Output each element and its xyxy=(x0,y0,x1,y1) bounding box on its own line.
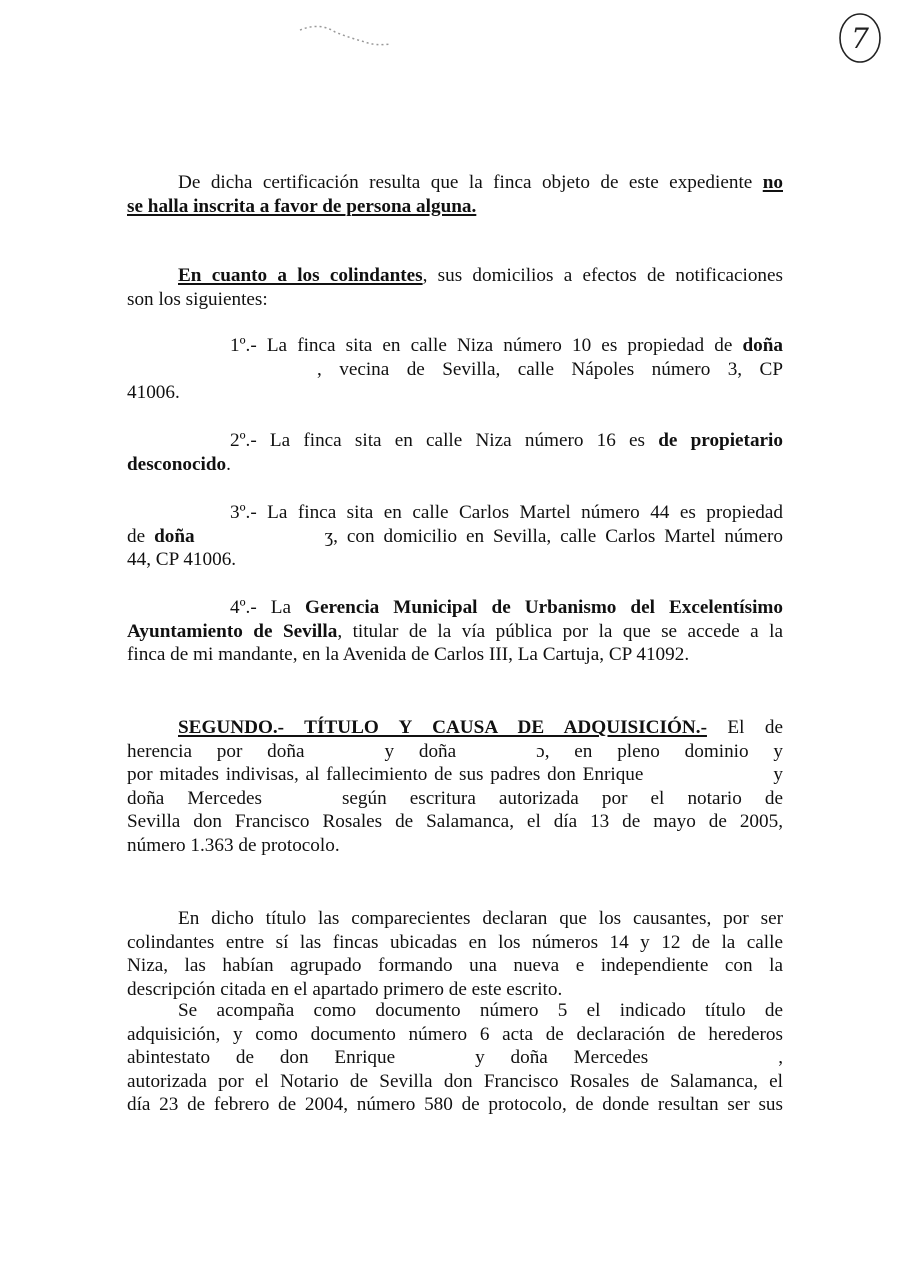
text-line xyxy=(127,501,783,525)
colindante-1 xyxy=(127,334,783,405)
bold-text: Ayuntamiento de Sevilla xyxy=(127,620,338,642)
text-line xyxy=(127,620,783,644)
handwritten-page-number xyxy=(830,8,890,73)
text-segment: . xyxy=(226,453,231,475)
text-segment: número 1.363 de protocolo. xyxy=(127,834,340,856)
svg-text:7: 7 xyxy=(851,22,869,55)
bold-text: doña xyxy=(154,525,195,547)
text-segment: según escritura autorizada por el notario de xyxy=(341,787,783,809)
text-segment: Se acompaña como documento número 5 el indicado título de xyxy=(178,1000,783,1021)
text-line xyxy=(127,453,783,477)
text-segment: doña Mercedes xyxy=(127,787,262,809)
text-segment: ɔ, en pleno dominio y xyxy=(536,740,783,762)
text-segment: y xyxy=(773,764,783,786)
bold-text: Gerencia Municipal de Urbanismo del Excelentísimo xyxy=(305,597,783,618)
text-segment: , sus domicilios a efectos de notificaciones xyxy=(422,265,783,286)
text-line xyxy=(127,954,783,978)
bold-text: SEGUNDO.- TÍTULO Y CAUSA DE ADQUISICIÓN.- xyxy=(178,717,707,738)
text-segment: descripción citada en el apartado primero de este escrito. xyxy=(127,978,563,1000)
text-line xyxy=(127,1046,783,1070)
text-line xyxy=(127,195,783,219)
text-line xyxy=(127,907,783,931)
bold-text: En cuanto a los colindantes xyxy=(178,265,423,286)
text-segment: , titular de la vía pública por la que se accede a la xyxy=(337,620,783,642)
colindante-3 xyxy=(127,501,783,572)
text-segment: , vecina de Sevilla, calle Nápoles número 3, CP xyxy=(317,358,783,380)
bold-text: doña xyxy=(742,335,783,356)
text-segment: abintestato de don Enrique xyxy=(127,1047,396,1069)
text-line xyxy=(127,334,783,358)
scan-smudge xyxy=(295,18,395,53)
colindante-2 xyxy=(127,429,783,476)
text-line xyxy=(127,931,783,955)
documentos-paragraph xyxy=(127,999,783,1117)
text-segment: herencia por doña xyxy=(127,740,305,762)
text-segment: de xyxy=(127,525,155,547)
text-segment: 3º.- La finca sita en calle Carlos Martel número 44 es propiedad xyxy=(230,502,783,523)
text-line xyxy=(127,264,783,288)
titulo-paragraph xyxy=(127,907,783,1001)
text-line xyxy=(127,288,783,312)
text-line xyxy=(127,171,783,195)
text-segment: y doña Mercedes xyxy=(475,1047,649,1069)
text-segment: En dicho título las comparecientes declaran que los causantes, por ser xyxy=(178,908,783,929)
text-line xyxy=(127,716,783,740)
text-line xyxy=(127,525,783,549)
text-segment: y doña xyxy=(384,740,457,762)
bold-text: de propietario xyxy=(658,430,783,451)
text-segment: adquisición, y como documento número 6 acta de declaración de herederos xyxy=(127,1023,783,1045)
text-segment: 44, CP 41006. xyxy=(127,549,237,571)
text-line xyxy=(127,1023,783,1047)
text-segment: , xyxy=(778,1047,783,1069)
text-line xyxy=(127,596,783,620)
text-segment: colindantes entre sí las fincas ubicadas en los números 14 y 12 de la calle xyxy=(127,931,783,953)
text-segment: 1º.- La finca sita en calle Niza número 10 es propiedad de xyxy=(230,335,743,356)
text-line xyxy=(127,834,783,858)
text-segment: finca de mi mandante, en la Avenida de Carlos III, La Cartuja, CP 41092. xyxy=(127,644,690,666)
text-segment: por mitades indivisas, al fallecimiento de sus padres don Enrique xyxy=(127,764,644,786)
text-segment: son los siguientes: xyxy=(127,288,268,310)
text-line xyxy=(127,1070,783,1094)
text-line xyxy=(127,740,783,764)
text-line xyxy=(127,643,783,667)
segundo-titulo-paragraph xyxy=(127,716,783,858)
bold-text: no xyxy=(762,172,783,193)
colindante-4 xyxy=(127,596,783,667)
certification-paragraph xyxy=(127,171,783,218)
text-line xyxy=(127,810,783,834)
text-segment: 2º.- La finca sita en calle Niza número 16 es xyxy=(230,430,659,451)
bold-text: se halla inscrita a favor de persona alguna. xyxy=(127,195,477,217)
text-line xyxy=(127,763,783,787)
text-segment: autorizada por el Notario de Sevilla don Francisco Rosales de Salamanca, el xyxy=(127,1070,783,1092)
text-segment: De dicha certificación resulta que la finca objeto de este expediente xyxy=(178,172,763,193)
text-segment: día 23 de febrero de 2004, número 580 de protocolo, de donde resultan ser sus xyxy=(127,1094,783,1116)
text-line xyxy=(127,548,783,572)
text-segment: ʒ, con domicilio en Sevilla, calle Carlos Martel número xyxy=(324,525,783,547)
text-line xyxy=(127,358,783,382)
text-segment: 4º.- La xyxy=(230,597,306,618)
text-line xyxy=(127,429,783,453)
text-segment: Niza, las habían agrupado formando una nueva e independiente con la xyxy=(127,955,783,977)
text-line xyxy=(127,978,783,1002)
text-line xyxy=(127,381,783,405)
text-segment: El de xyxy=(706,717,783,738)
text-line xyxy=(127,787,783,811)
text-segment: 41006. xyxy=(127,382,180,404)
text-segment: Sevilla don Francisco Rosales de Salamanca, el día 13 de mayo de 2005, xyxy=(127,811,783,833)
text-line xyxy=(127,999,783,1023)
colindantes-intro xyxy=(127,264,783,311)
bold-text: desconocido xyxy=(127,453,227,475)
text-line xyxy=(127,1093,783,1117)
